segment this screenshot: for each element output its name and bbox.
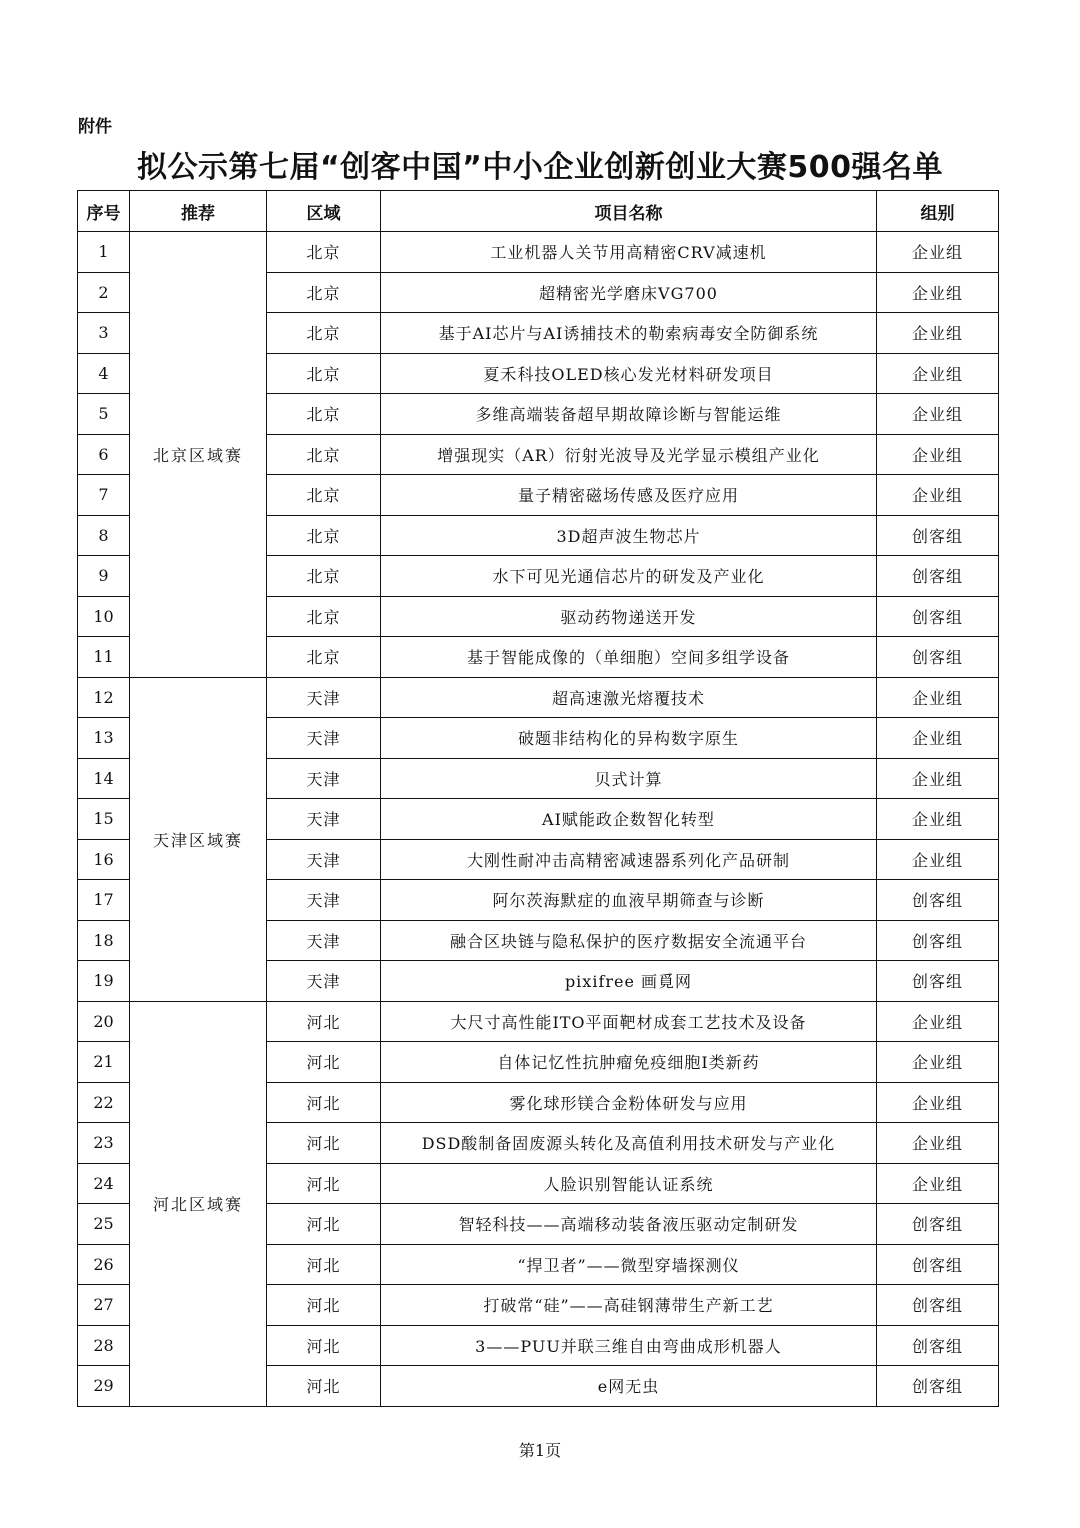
project-name-cell: e网无虫	[381, 1366, 877, 1407]
category-cell: 企业组	[877, 1163, 999, 1204]
row-number: 26	[78, 1244, 130, 1285]
region-cell: 北京	[267, 637, 381, 678]
region-cell: 北京	[267, 475, 381, 516]
table-body	[78, 232, 999, 1407]
document-title: 拟公示第七届“创客中国”中小企业创新创业大赛500强名单	[136, 150, 944, 185]
row-number: 1	[78, 232, 130, 273]
row-number: 25	[78, 1204, 130, 1245]
project-name-cell: 多维高端装备超早期故障诊断与智能运维	[381, 394, 877, 435]
category-cell: 创客组	[877, 1285, 999, 1326]
project-name-cell: 自体记忆性抗肿瘤免疫细胞Ⅰ类新药	[381, 1042, 877, 1083]
region-cell: 天津	[267, 920, 381, 961]
category-cell: 企业组	[877, 434, 999, 475]
category-cell: 创客组	[877, 920, 999, 961]
category-cell: 企业组	[877, 799, 999, 840]
project-name-cell: 打破常“硅”——高硅钢薄带生产新工艺	[381, 1285, 877, 1326]
region-cell: 河北	[267, 1285, 381, 1326]
project-name-cell: 3——PUU并联三维自由弯曲成形机器人	[381, 1325, 877, 1366]
row-number: 21	[78, 1042, 130, 1083]
region-cell: 北京	[267, 394, 381, 435]
region-cell: 天津	[267, 839, 381, 880]
project-name-cell: 智轻科技——高端移动装备液压驱动定制研发	[381, 1204, 877, 1245]
region-cell: 河北	[267, 1244, 381, 1285]
row-number: 4	[78, 353, 130, 394]
category-cell: 企业组	[877, 272, 999, 313]
region-cell: 河北	[267, 1366, 381, 1407]
category-cell: 企业组	[877, 1123, 999, 1164]
page-number: 第1页	[518, 1441, 562, 1460]
region-cell: 河北	[267, 1204, 381, 1245]
project-name-cell: 贝式计算	[381, 758, 877, 799]
project-name-cell: 超精密光学磨床VG700	[381, 272, 877, 313]
category-cell: 创客组	[877, 637, 999, 678]
project-name-cell: 雾化球形镁合金粉体研发与应用	[381, 1082, 877, 1123]
project-name-cell: 3D超声波生物芯片	[381, 515, 877, 556]
category-cell: 企业组	[877, 353, 999, 394]
row-number: 27	[78, 1285, 130, 1326]
category-cell: 创客组	[877, 515, 999, 556]
row-number: 20	[78, 1001, 130, 1042]
row-number: 18	[78, 920, 130, 961]
row-number: 10	[78, 596, 130, 637]
category-cell: 企业组	[877, 718, 999, 759]
row-number: 22	[78, 1082, 130, 1123]
project-name-cell: 破题非结构化的异构数字原生	[381, 718, 877, 759]
row-number: 5	[78, 394, 130, 435]
row-number: 8	[78, 515, 130, 556]
category-cell: 创客组	[877, 556, 999, 597]
category-cell: 企业组	[877, 394, 999, 435]
region-cell: 北京	[267, 596, 381, 637]
region-cell: 河北	[267, 1163, 381, 1204]
category-cell: 企业组	[877, 677, 999, 718]
header-recommend: 推荐	[130, 191, 267, 232]
region-cell: 河北	[267, 1123, 381, 1164]
header-region: 区域	[267, 191, 381, 232]
project-name-cell: 基于AI芯片与AI诱捕技术的勒索病毒安全防御系统	[381, 313, 877, 354]
project-name-cell: 融合区块链与隐私保护的医疗数据安全流通平台	[381, 920, 877, 961]
project-name-cell: 大尺寸高性能ITO平面靶材成套工艺技术及设备	[381, 1001, 877, 1042]
header-category: 组别	[877, 191, 999, 232]
category-cell: 创客组	[877, 1244, 999, 1285]
project-name-cell: 阿尔茨海默症的血液早期筛查与诊断	[381, 880, 877, 921]
table-row	[78, 232, 999, 273]
row-number: 17	[78, 880, 130, 921]
row-number: 6	[78, 434, 130, 475]
region-cell: 河北	[267, 1325, 381, 1366]
region-cell: 河北	[267, 1082, 381, 1123]
project-name-cell: 超高速激光熔覆技术	[381, 677, 877, 718]
category-cell: 创客组	[877, 961, 999, 1002]
recommend-cell: 天津区域赛	[130, 677, 267, 1001]
category-cell: 企业组	[877, 1001, 999, 1042]
project-name-cell: 水下可见光通信芯片的研发及产业化	[381, 556, 877, 597]
project-name-cell: 大刚性耐冲击高精密减速器系列化产品研制	[381, 839, 877, 880]
region-cell: 北京	[267, 515, 381, 556]
category-cell: 创客组	[877, 880, 999, 921]
category-cell: 创客组	[877, 596, 999, 637]
row-number: 23	[78, 1123, 130, 1164]
row-number: 29	[78, 1366, 130, 1407]
row-number: 9	[78, 556, 130, 597]
row-number: 3	[78, 313, 130, 354]
row-number: 13	[78, 718, 130, 759]
category-cell: 创客组	[877, 1325, 999, 1366]
finalist-table	[77, 190, 999, 1407]
region-cell: 北京	[267, 272, 381, 313]
category-cell: 企业组	[877, 1082, 999, 1123]
table-row	[78, 677, 999, 718]
project-name-cell: 人脸识别智能认证系统	[381, 1163, 877, 1204]
row-number: 19	[78, 961, 130, 1002]
row-number: 12	[78, 677, 130, 718]
row-number: 16	[78, 839, 130, 880]
region-cell: 北京	[267, 232, 381, 273]
category-cell: 创客组	[877, 1366, 999, 1407]
project-name-cell: AI赋能政企数智化转型	[381, 799, 877, 840]
header-number: 序号	[78, 191, 130, 232]
region-cell: 天津	[267, 961, 381, 1002]
project-name-cell: 基于智能成像的（单细胞）空间多组学设备	[381, 637, 877, 678]
row-number: 2	[78, 272, 130, 313]
recommend-cell: 北京区域赛	[130, 232, 267, 678]
region-cell: 天津	[267, 758, 381, 799]
category-cell: 企业组	[877, 1042, 999, 1083]
region-cell: 天津	[267, 718, 381, 759]
region-cell: 北京	[267, 556, 381, 597]
category-cell: 企业组	[877, 313, 999, 354]
region-cell: 北京	[267, 313, 381, 354]
table-header-row	[78, 191, 999, 232]
category-cell: 企业组	[877, 232, 999, 273]
project-name-cell: 夏禾科技OLED核心发光材料研发项目	[381, 353, 877, 394]
recommend-cell: 河北区域赛	[130, 1001, 267, 1406]
region-cell: 天津	[267, 880, 381, 921]
project-name-cell: 驱动药物递送开发	[381, 596, 877, 637]
project-name-cell: 量子精密磁场传感及医疗应用	[381, 475, 877, 516]
row-number: 7	[78, 475, 130, 516]
project-name-cell: DSD酸制备固废源头转化及高值利用技术研发与产业化	[381, 1123, 877, 1164]
table-row	[78, 1001, 999, 1042]
project-name-cell: 增强现实（AR）衍射光波导及光学显示模组产业化	[381, 434, 877, 475]
region-cell: 天津	[267, 799, 381, 840]
header-project-name: 项目名称	[381, 191, 877, 232]
project-name-cell: pixifree 画覓网	[381, 961, 877, 1002]
row-number: 14	[78, 758, 130, 799]
row-number: 11	[78, 637, 130, 678]
region-cell: 河北	[267, 1001, 381, 1042]
row-number: 24	[78, 1163, 130, 1204]
project-name-cell: 工业机器人关节用高精密CRV减速机	[381, 232, 877, 273]
project-name-cell: “捍卫者”——微型穿墙探测仪	[381, 1244, 877, 1285]
region-cell: 北京	[267, 434, 381, 475]
category-cell: 创客组	[877, 1204, 999, 1245]
row-number: 15	[78, 799, 130, 840]
region-cell: 天津	[267, 677, 381, 718]
row-number: 28	[78, 1325, 130, 1366]
region-cell: 河北	[267, 1042, 381, 1083]
category-cell: 企业组	[877, 758, 999, 799]
category-cell: 企业组	[877, 839, 999, 880]
category-cell: 企业组	[877, 475, 999, 516]
attachment-label: 附件	[78, 117, 112, 137]
region-cell: 北京	[267, 353, 381, 394]
